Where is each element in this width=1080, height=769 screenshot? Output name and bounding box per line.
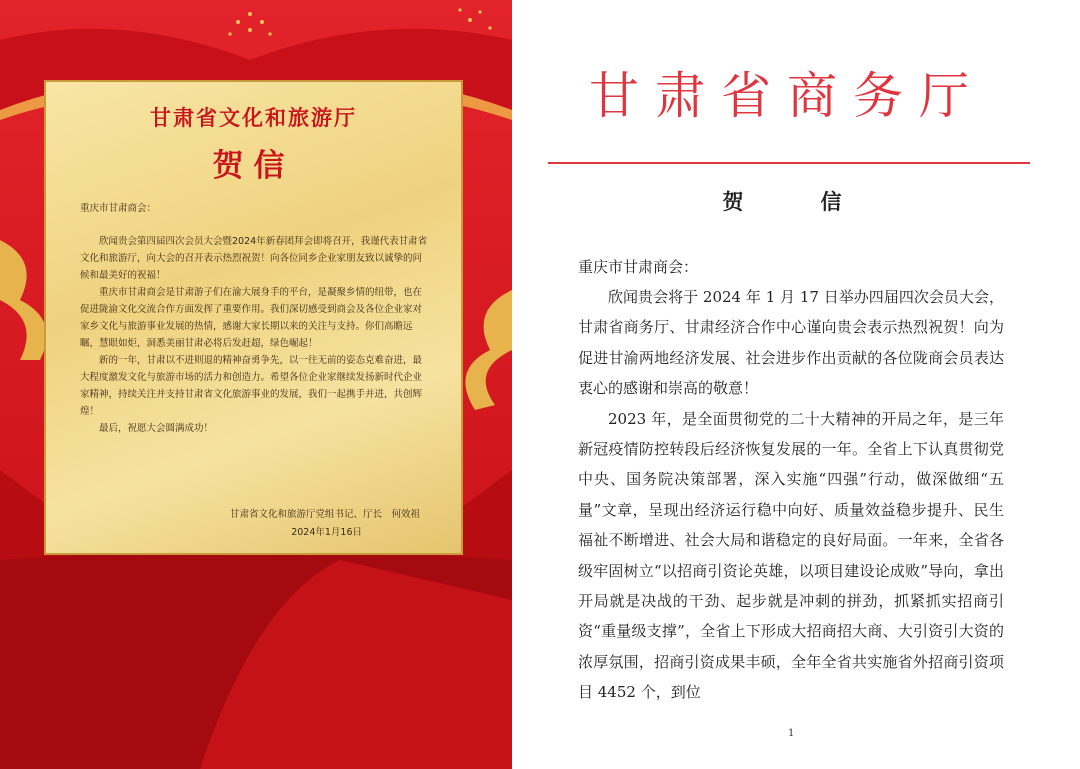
right-paragraph: 欣闻贵会将于 2024 年 1 月 17 日举办四届四次会员大会，甘肃省商务厅、甘肃经济合作中心谨向贵会表示热烈祝贺！向为促进甘渝两地经济发展、社会进步作出贡献的各位陇商会员表达衷心的感谢和崇高的敬意！ [578, 288, 1004, 398]
left-body [80, 233, 430, 437]
red-divider [548, 162, 1030, 164]
right-org-title: 甘肃省商务厅 [589, 67, 985, 125]
left-salutation: 重庆市甘肃商会： [80, 203, 157, 214]
left-org-title: 甘肃省文化和旅游厅 [150, 105, 357, 130]
right-letter-page [512, 0, 1080, 769]
right-body [578, 282, 1004, 708]
page-number: 1 [788, 728, 795, 739]
left-paragraph: 最后，祝愿大会圆满成功！ [99, 423, 214, 434]
right-heading: 贺 信 [722, 189, 870, 214]
left-paragraph: 新的一年，甘肃以不进则退的精神奋勇争先，以一往无前的姿态克难奋进，最大程度激发文化与旅游市场的活力和创造力。希望各位企业家继续发扬新时代企业家精神，持续关注并支持甘肃省文化旅游事业的发展，我们一起携手并进，共创辉煌！ [80, 355, 423, 417]
right-paragraph: 2023 年，是全面贯彻党的二十大精神的开局之年，是三年新冠疫情防控转段后经济恢复发展的一年。全省上下认真贯彻党中央、国务院决策部署，深入实施“四强”行动，做深做细“五量”文章，呈现出经济运行稳中向好、质量效益稳步提升、民生福祉不断增进、社会大局和谐稳定的良好局面。一年来，全省各级牢固树立“以招商引资论英雄，以项目建设论成败”导向，拿出开局就是决战的干劲、起步就是冲刺的拼劲，抓紧抓实招商引资“重量级支撑”，全省上下形成大招商招大商、大引资引大资的浓厚氛围，招商引资成果丰硕，全年全省共实施省外招商引资项目 4452 个，到位 [578, 409, 1004, 702]
left-heading: 贺信 [212, 148, 295, 184]
right-salutation: 重庆市甘肃商会： [578, 258, 699, 276]
left-paragraph: 重庆市甘肃商会是甘肃游子们在渝大展身手的平台，是凝聚乡情的纽带，也在促进陇渝文化交流合作方面发挥了重要作用。我们深切感受到商会及各位企业家对家乡文化与旅游事业发展的热情，感谢大家长期以来的关注与支持。你们高瞻远瞩，慧眼如炬，洞悉美丽甘肃必将后发赶超，绿色崛起！ [80, 287, 423, 349]
left-greeting-card [0, 0, 512, 769]
left-signature: 甘肃省文化和旅游厅党组书记、厅长 何效祖 [229, 509, 420, 520]
left-date: 2024年1月16日 [291, 527, 362, 538]
left-paragraph: 欣闻贵会第四届四次会员大会暨2024年新春团拜会即将召开，我谨代表甘肃省文化和旅游厅，向大会的召开表示热烈祝贺！向各位同乡企业家朋友致以诚挚的问候和最美好的祝福！ [80, 236, 428, 281]
